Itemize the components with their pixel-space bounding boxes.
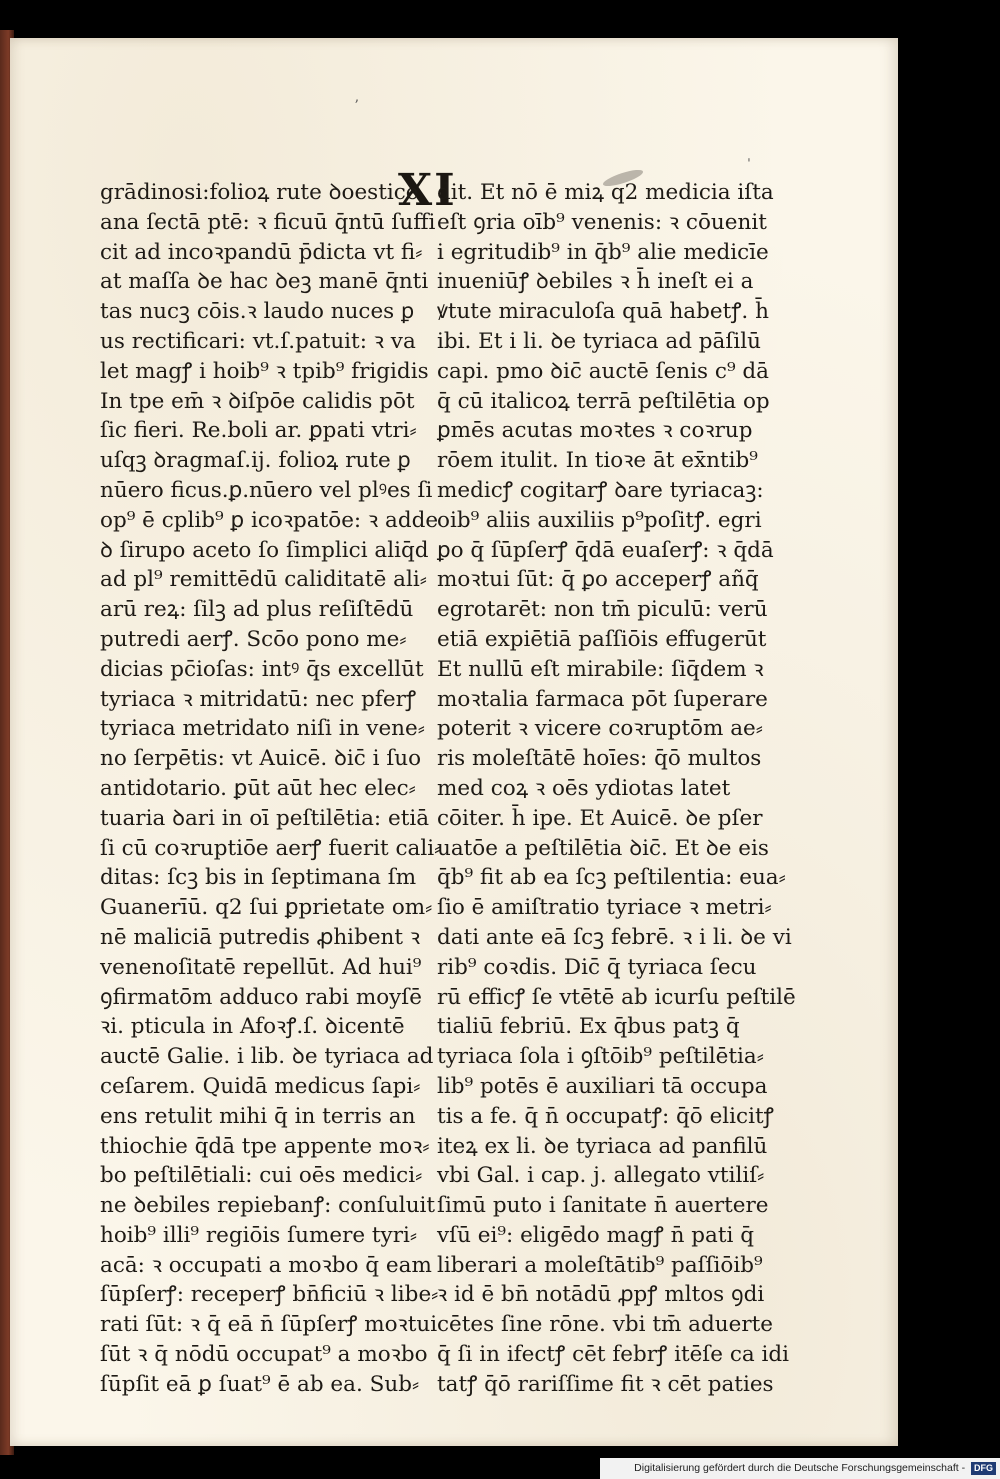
text-line: ſi cū coꝛruptiōe aerꝭ fuerit cali⸗ xyxy=(100,835,442,861)
text-line: ens retulit mihi q̄ in terris an xyxy=(100,1103,416,1129)
text-line: ꝺ ſirupo aceto ſo ſimplici aliq̄d xyxy=(100,537,429,563)
text-line: tyriaca ꝛ mitridatū: nec pferꝭ xyxy=(100,686,417,712)
text-line: let magꝭ i hoib⁹ ꝛ tpib⁹ frigidis xyxy=(100,358,429,384)
text-line: op⁹ ē cplib⁹ ꝑ icoꝛpatōe: ꝛ adde xyxy=(100,507,439,533)
text-line: ne ꝺebiles repiebanꝭ: conſuluit xyxy=(100,1193,436,1219)
text-line: ſūpſit eā ꝑ ſuat⁹ ē ab ea. Sub⸗ xyxy=(100,1371,420,1397)
text-line: iteꝝ ex li. ꝺe tyriaca ad panfilū xyxy=(437,1133,768,1159)
stray-mark: ʼ xyxy=(354,98,359,114)
text-line: ris moleſtātē hoīes: q̄ō multos xyxy=(437,746,762,772)
text-line: medicꝭ cogitarꝭ ꝺare tyriacaꝫ: xyxy=(437,477,764,503)
text-line: thiochie q̄dā tpe appente moꝛ⸗ xyxy=(100,1133,430,1159)
text-line: uſqꝫ ꝺragmaſ.ij. folioꝝ rute ꝑ xyxy=(100,448,411,474)
text-line: tyriaca ſola i ꝯſtōib⁹ peſtilētia⸗ xyxy=(437,1044,764,1070)
dfg-logo: DFG xyxy=(971,1462,996,1475)
text-line: i egritudib⁹ in q̄b⁹ alie medicīe xyxy=(437,239,769,265)
text-line: Et nullū eſt mirabile: ſiq̄dem ꝛ xyxy=(437,656,764,682)
text-line: ꝑmēs acutas moꝛtes ꝛ coꝛrup xyxy=(437,418,753,444)
text-line: ꝟtute miraculoſa quā habetꝭ. h̄ xyxy=(437,299,769,325)
text-line: lib⁹ potēs ē auxiliari tā occupa xyxy=(437,1073,768,1099)
text-line: oib⁹ aliis auxiliis p⁹poſitꝭ. egri xyxy=(437,507,762,533)
credit-text: Digitalisierung gefördert durch die Deutsche Forschungsgemeinschaft - xyxy=(634,1462,966,1474)
text-line: tialiū febriū. Ex q̄bus patꝫ q̄ xyxy=(437,1014,740,1040)
text-line: antidotario. ꝑūt aūt hec elec⸗ xyxy=(100,775,416,801)
text-line: nūero ficus.ꝑ.nūero vel plꝰes ſi xyxy=(100,477,433,503)
text-line: In tpe em̄ ꝛ ꝺiſpōe calidis pōt xyxy=(100,388,415,414)
text-line: eſt ꝯria oīb⁹ venenis: ꝛ cōuenit xyxy=(437,209,767,235)
text-line: capi. pmo ꝺic̄ auctē ſenis c⁹ dā xyxy=(437,358,769,384)
text-line: rū efficꝭ ſe vtētē ab icurſu peſtilē xyxy=(437,984,796,1010)
text-line: putredi aerꝭ. Scōo pono me⸗ xyxy=(100,626,407,652)
text-line: grādinosi:folioꝝ rute ꝺoestice xyxy=(100,180,419,205)
text-line: cit ad incoꝛpandū p̄dicta vt fi⸗ xyxy=(100,239,423,265)
text-line: ibi. Et i li. ꝺe tyriaca ad pāſilū xyxy=(437,328,761,354)
text-line: tis a fe. q̄ n̄ occupatꝭ: q̄ō elicitꝭ xyxy=(437,1103,774,1129)
text-line: poterit ꝛ vicere coꝛruptōm ae⸗ xyxy=(437,716,763,742)
text-line: q̄ ſi in ifectꝭ cēt febrꝭ itēſe ca idi xyxy=(437,1342,790,1368)
text-line: tas nucꝫ cōis.ꝛ laudo nuces ꝑ xyxy=(100,299,415,325)
text-line: tuaria ꝺari in oī peſtilētia: etiā xyxy=(100,805,430,831)
text-line: q̄b⁹ fit ab ea ſcꝫ peſtilentia: eua⸗ xyxy=(437,865,786,891)
text-line: cētes ſine rōne. vbi tm̄ aduerte xyxy=(437,1312,773,1338)
text-line: ꝛi. pticula in Afoꝛꝭ.ſ. ꝺicentē xyxy=(100,1014,405,1040)
text-line: dit. Et nō ē miꝝ q2 medicia iſta xyxy=(437,180,774,205)
text-line: us rectificari: vt.ſ.patuit: ꝛ va xyxy=(100,328,416,354)
text-line: ſic fieri. Re.boli ar. ꝑpati vtri⸗ xyxy=(100,418,417,444)
text-line: ceſarem. Quidā medicus ſapi⸗ xyxy=(100,1073,421,1099)
text-line: q̄ cū italicoꝝ terrā peſtilētia op xyxy=(437,388,770,414)
text-line: hoib⁹ illi⁹ regiōis ſumere tyri⸗ xyxy=(100,1222,418,1248)
text-line: nē maliciā putredis ꝓhibent ꝛ xyxy=(100,924,421,950)
text-line: acā: ꝛ occupati a moꝛbo q̄ eam xyxy=(100,1252,432,1278)
stray-mark: ˌ xyxy=(747,148,751,164)
text-line: vbi Gal. i cap. j. allegato vtiliſ⸗ xyxy=(437,1163,765,1189)
text-line: ana ſectā ptē: ꝛ ficuū q̄ntū ſuffi xyxy=(100,209,436,235)
text-line: tatꝭ q̄ō rariſſime fit ꝛ cēt paties xyxy=(437,1371,774,1397)
text-line: auctē Galie. i lib. ꝺe tyriaca ad xyxy=(100,1044,434,1070)
text-line: at maſſa ꝺe hac ꝺeꝫ manē q̄nti xyxy=(100,269,429,295)
text-line: ad pl⁹ remittēdū caliditatē ali⸗ xyxy=(100,567,427,593)
text-line: bo peſtilētiali: cui oēs medici⸗ xyxy=(100,1163,423,1189)
text-line: vſū ei⁹: eligēdo magꝭ n̄ pati q̄ xyxy=(437,1222,754,1248)
text-line: ſūpſerꝭ: receperꝭ bn̄ficiū ꝛ libe⸗ xyxy=(100,1282,439,1308)
digitization-credit-bar xyxy=(600,1458,1000,1479)
text-line: ſimū puto i ſanitate n̄ auertere xyxy=(437,1193,769,1219)
text-line: ꝛ id ē bn̄ notādū ꝓpꝭ mltos ꝯdi xyxy=(437,1282,765,1308)
text-line: tyriaca metridato niſi in vene⸗ xyxy=(100,716,425,742)
text-line: ꝯfirmatōm adduco rabi moyſē xyxy=(100,984,422,1010)
text-line: etiā expiētiā paſſiōis effugerūt xyxy=(437,626,767,652)
text-line: ꝑo q̄ ſūpſerꝭ q̄dā euaſerꝭ: ꝛ q̄dā xyxy=(437,537,774,563)
text-line: Guanerīū. q2 ſui ꝑprietate om⸗ xyxy=(100,895,433,921)
text-line: rōem itulit. In tioꝛe āt ex̄ntib⁹ xyxy=(437,448,758,474)
text-line: med coꝝ ꝛ oēs ydiotas latet xyxy=(437,775,731,801)
right-text-column xyxy=(437,178,796,1400)
text-line: venenoſitatē repellūt. Ad hui⁹ xyxy=(100,954,422,980)
text-line: dicias pc̄ioſas: intꝰ q̄s excellūt xyxy=(100,656,424,682)
text-line: dati ante eā ſcꝫ febrē. ꝛ i li. ꝺe vi xyxy=(437,924,792,950)
text-line: moꝛtalia farmaca pōt ſuperare xyxy=(437,686,768,712)
text-line: rib⁹ coꝛdis. Dic̄ q̄ tyriaca ſecu xyxy=(437,954,757,980)
text-line: ſio ē amiſtratio tyriace ꝛ metri⸗ xyxy=(437,895,772,921)
folio-number: XI xyxy=(398,165,457,216)
text-line: ditas: ſcꝫ bis in ſeptimana ſm xyxy=(100,865,417,891)
text-line: ſūt ꝛ q̄ nōdū occupat⁹ a moꝛbo xyxy=(100,1342,428,1368)
text-line: moꝛtui ſūt: q̄ ꝑo acceperꝭ añq̄ xyxy=(437,567,759,593)
text-line: inueniūꝭ ꝺebiles ꝛ h̄ ineſt ei a xyxy=(437,269,754,295)
text-line: arū reꝝ: ſilꝫ ad plus reſiſtēdū xyxy=(100,597,414,623)
text-line: no ſerpētis: vt Auicē. ꝺic̄ i ſuo xyxy=(100,746,422,772)
text-line: cōiter. h̄ ipe. Et Auicē. ꝺe pſer xyxy=(437,805,763,831)
text-line: egrotarēt: non tm̄ piculū: verū xyxy=(437,597,768,623)
text-line: rati ſūt: ꝛ q̄ eā n̄ ſūpſerꝭ moꝛtui xyxy=(100,1312,438,1338)
text-line: uatōe a peſtilētia ꝺic̄. Et ꝺe eis xyxy=(437,835,769,861)
text-line: liberari a moleſtātib⁹ paſſiōib⁹ xyxy=(437,1252,763,1278)
